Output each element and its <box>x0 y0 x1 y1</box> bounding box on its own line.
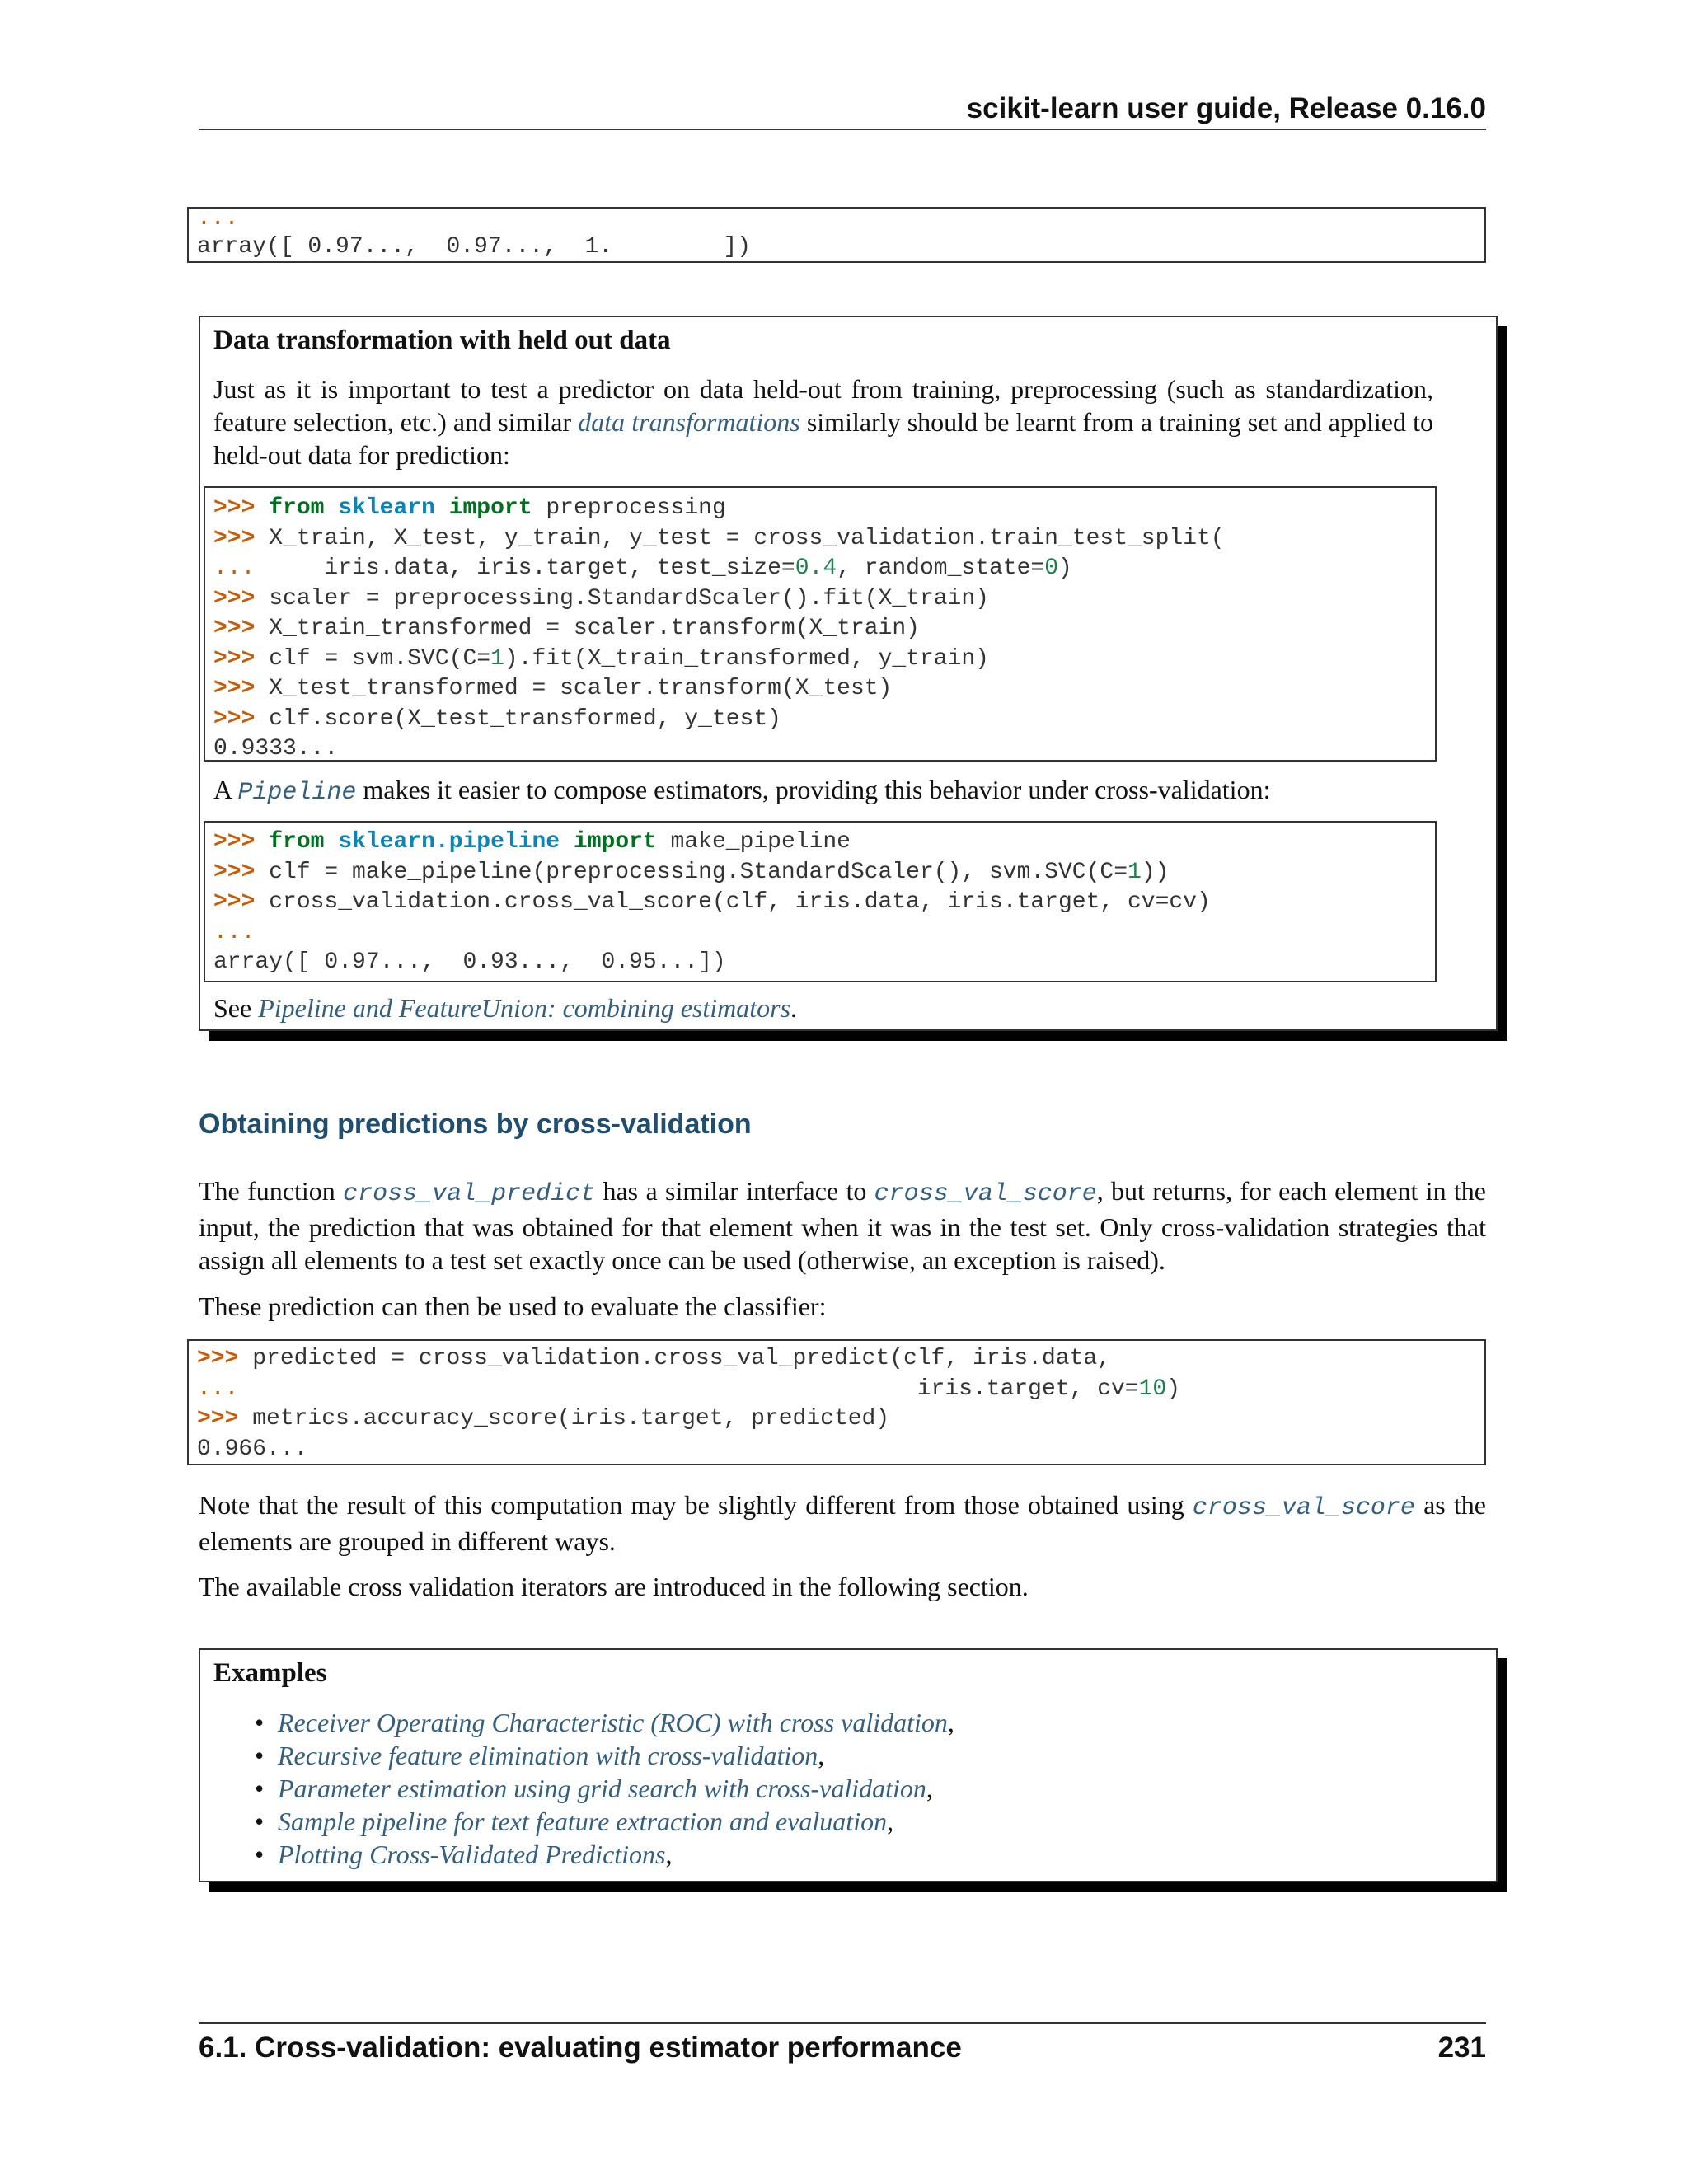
section-heading: Obtaining predictions by cross-validation <box>199 1108 752 1140</box>
note-panel-held-out-data <box>199 316 1498 1031</box>
code-block-pipeline: >>> from sklearn.pipeline import make_pipeline >>> clf = make_pipeline(preprocessing.StandardScaler(), svm.SVC(C=1)) >>> cross_validation.cross_val_score(clf, iris.data, iris.target, cv=cv) ... array([ 0.97..., 0.93..., 0.95...]) <box>204 821 1437 982</box>
pipeline-featureunion-link[interactable]: Pipeline and FeatureUnion: combining estimators <box>258 993 791 1023</box>
example-link-rfe[interactable]: Recursive feature elimination with cross-validation <box>278 1741 818 1770</box>
paragraph-note-result: Note that the result of this computation may be slightly different from those obtained using cross_val_score as the elements are grouped in different ways. <box>199 1490 1487 1556</box>
example-link-roc[interactable]: Receiver Operating Characteristic (ROC) with cross validation <box>278 1708 948 1737</box>
example-link-grid-search[interactable]: Parameter estimation using grid search with cross-validation <box>278 1774 926 1803</box>
footer-rule <box>199 2022 1486 2024</box>
examples-title: Examples <box>213 1658 327 1688</box>
see-also-paragraph: See Pipeline and FeatureUnion: combining estimators. <box>213 993 798 1023</box>
paragraph-cross-val-predict: The function cross_val_predict has a similar interface to cross_val_score, but returns, for each element in the input, the prediction that was obtained for that element when it was in the test set. Only cross-validation strategies that assign all elements to a test set exactly once can be used (otherwise, an exception is raised). <box>199 1176 1487 1275</box>
footer-section-title: 6.1. Cross-validation: evaluating estimator performance <box>199 2032 962 2064</box>
header-rule <box>199 129 1486 130</box>
pipeline-link[interactable]: Pipeline <box>237 779 357 807</box>
example-link-plotting[interactable]: Plotting Cross-Validated Predictions <box>278 1840 666 1869</box>
examples-panel <box>199 1648 1498 1882</box>
paragraph-iterators: The available cross validation iterators are introduced in the following section. <box>199 1572 1029 1601</box>
list-item: • Receiver Operating Characteristic (ROC) with cross validation, <box>255 1708 954 1737</box>
code-block-cross-val-predict: >>> predicted = cross_validation.cross_val_predict(clf, iris.data, ... iris.target, cv=10) >>> metrics.accuracy_score(iris.target, predicted) 0.966... <box>187 1339 1486 1465</box>
code-block-top: ... array([ 0.97..., 0.97..., 1. ]) <box>187 207 1486 263</box>
list-item: • Plotting Cross-Validated Predictions, <box>255 1840 673 1869</box>
examples-list <box>255 1706 954 1871</box>
pipeline-paragraph: A Pipeline makes it easier to compose estimators, providing this behavior under cross-validation: <box>213 775 1271 807</box>
list-item: • Recursive feature elimination with cross-validation, <box>255 1741 825 1770</box>
example-link-text-pipeline[interactable]: Sample pipeline for text feature extraction and evaluation <box>278 1807 888 1836</box>
list-item: • Parameter estimation using grid search with cross-validation, <box>255 1774 933 1803</box>
cross-val-score-link[interactable]: cross_val_score <box>874 1180 1097 1208</box>
running-header: scikit-learn user guide, Release 0.16.0 <box>966 92 1486 124</box>
note-panel-title: Data transformation with held out data <box>213 326 671 355</box>
cross-val-score-link-2[interactable]: cross_val_score <box>1192 1494 1415 1522</box>
note-paragraph: Just as it is important to test a predictor on data held-out from training, preprocessing (such as standardization, feature selection, etc.) and similar data transformations similarly should be learnt from a training set and applied to held-out data for prediction: <box>213 374 1433 470</box>
data-transformations-link[interactable]: data transformations <box>578 407 800 437</box>
page-number: 231 <box>1437 2032 1486 2064</box>
paragraph-evaluate: These prediction can then be used to evaluate the classifier: <box>199 1291 827 1321</box>
list-item: • Sample pipeline for text feature extraction and evaluation, <box>255 1807 894 1836</box>
cross-val-predict-link[interactable]: cross_val_predict <box>343 1180 596 1208</box>
code-block-preprocessing: >>> from sklearn import preprocessing >>> X_train, X_test, y_train, y_test = cross_validation.train_test_split( ... iris.data, iris.target, test_size=0.4, random_state=0) >>> scaler = preprocessing.StandardScaler().fit(X_train) >>> X_train_transformed = scaler.transform(X_train) >>> clf = svm.SVC(C=1).fit(X_train_transformed, y_train) >>> X_test_transformed = scaler.transform(X_test) >>> clf.score(X_test_transformed, y_test) 0.9333... <box>204 486 1437 762</box>
